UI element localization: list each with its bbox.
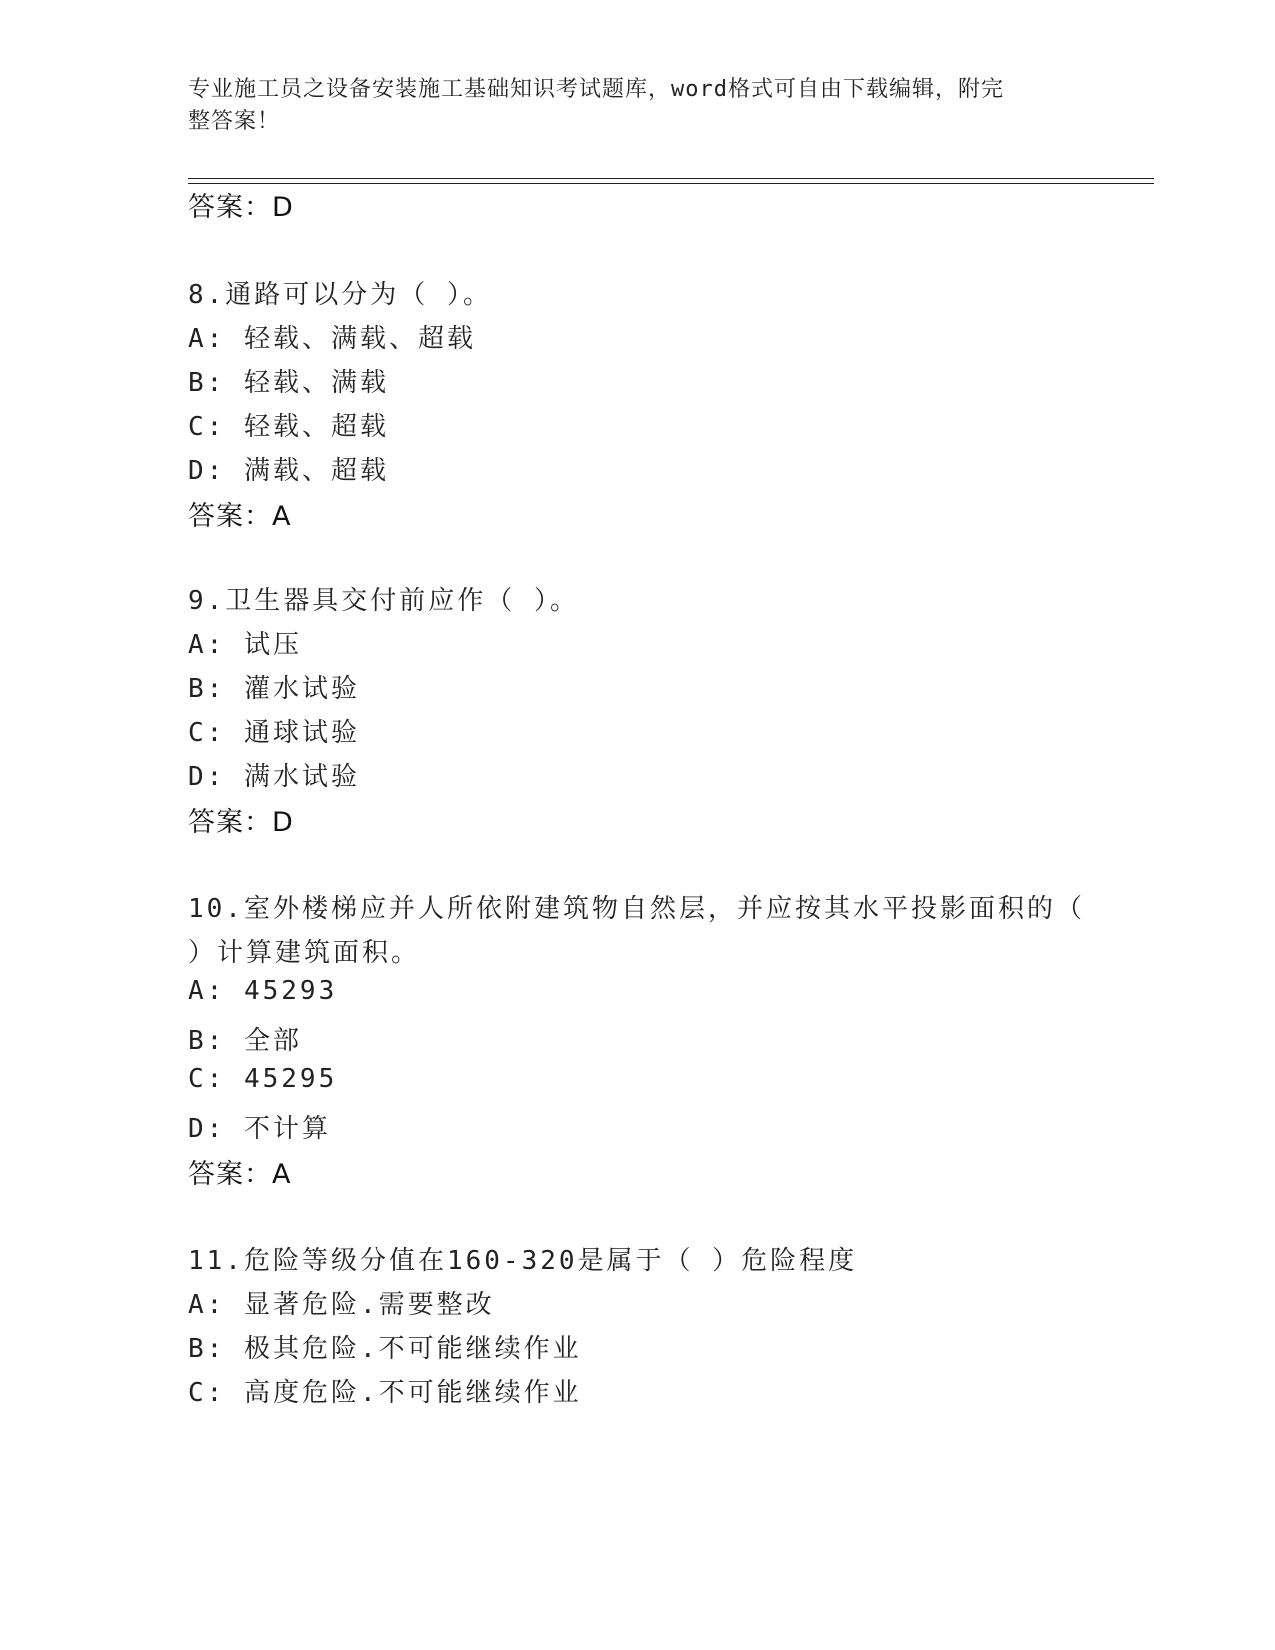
question-9-option-d: D: 满水试验 (188, 762, 360, 792)
question-9-option-b: B: 灌水试验 (188, 674, 360, 704)
question-8-answer: 答案：A (188, 501, 292, 532)
question-11-option-a: A: 显著危险.需要整改 (188, 1290, 495, 1320)
question-10-option-d: D: 不计算 (188, 1114, 331, 1144)
question-10-option-c: C: 45295 (188, 1064, 338, 1094)
header-divider-top (188, 178, 1154, 179)
question-9-answer: 答案：D (188, 807, 294, 838)
document-header (188, 74, 1088, 138)
question-10-stem-line-1: 10.室外楼梯应并人所依附建筑物自然层，并应按其水平投影面积的（ (188, 894, 1085, 924)
question-9-stem: 9.卫生器具交付前应作（ ）。 (188, 586, 579, 616)
question-10-stem-line-2: ）计算建筑面积。 (188, 938, 421, 968)
question-10-option-a: A: 45293 (188, 976, 338, 1006)
question-11-option-c: C: 高度危险.不可能继续作业 (188, 1378, 582, 1408)
question-9-option-c: C: 通球试验 (188, 718, 360, 748)
question-10-answer: 答案：A (188, 1159, 292, 1190)
header-divider-bottom (188, 183, 1154, 184)
header-line-2: 整答案！ (188, 109, 281, 134)
question-8-option-c: C: 轻载、超载 (188, 412, 389, 442)
question-8-stem: 8.通路可以分为（ ）。 (188, 280, 492, 310)
question-8-option-d: D: 满载、超载 (188, 456, 389, 486)
question-8-option-a: A: 轻载、满载、超载 (188, 324, 476, 354)
question-8-option-b: B: 轻载、满载 (188, 368, 389, 398)
question-11-stem: 11.危险等级分值在160-320是属于（ ）危险程度 (188, 1246, 858, 1276)
previous-answer: 答案：D (188, 192, 294, 223)
header-line-1: 专业施工员之设备安装施工基础知识考试题库，word格式可自由下载编辑，附完 (188, 77, 1004, 102)
question-9-option-a: A: 试压 (188, 630, 302, 660)
question-11-option-b: B: 极其危险.不可能继续作业 (188, 1334, 582, 1364)
question-10-option-b: B: 全部 (188, 1026, 302, 1056)
